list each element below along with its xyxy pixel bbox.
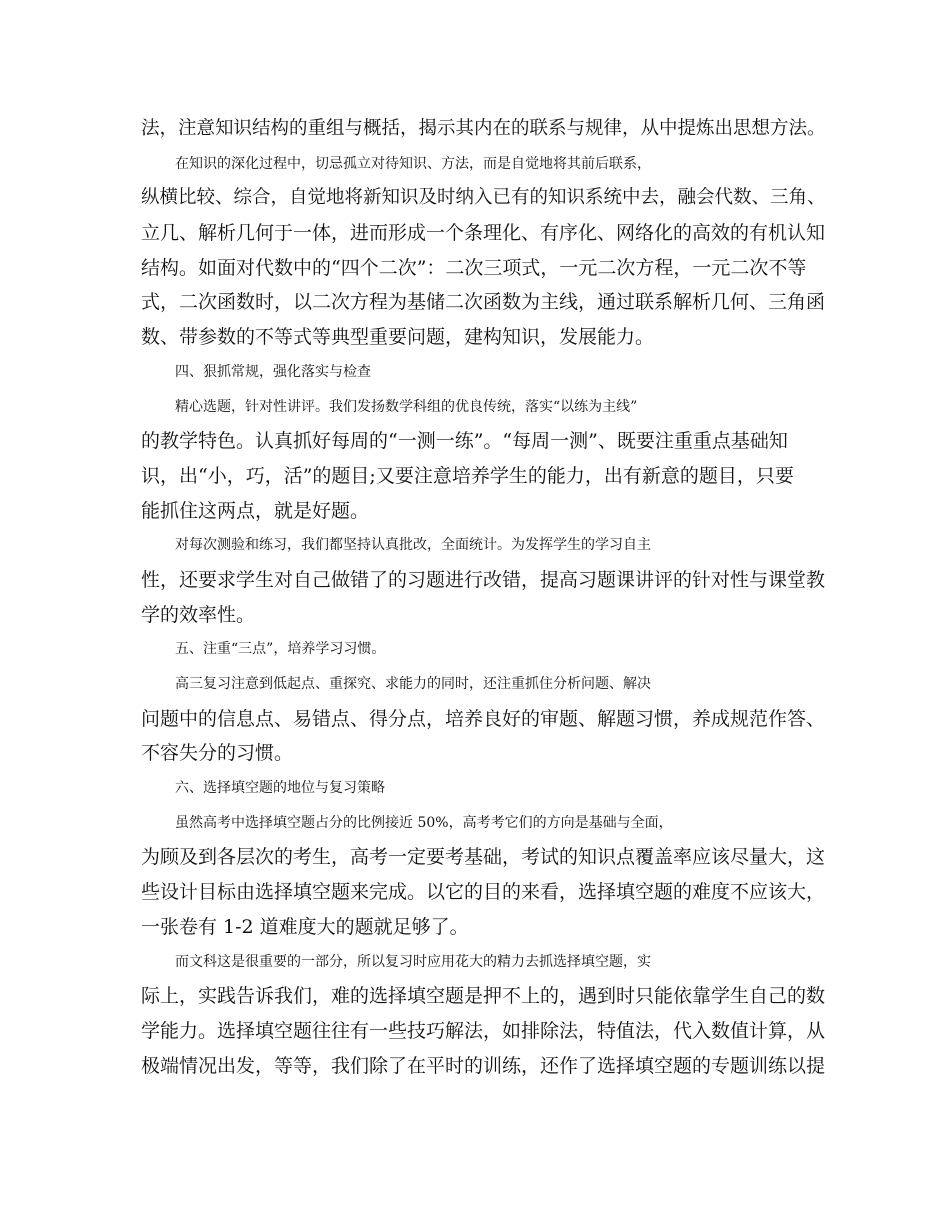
text-line: 立几、解析几何于一体，进而形成一个条理化、有序化、网络化的高效的有机认知 xyxy=(141,222,826,245)
text-line: 精心选题，针对性讲评。我们发扬数学科组的优良传统，落实“以练为主线” xyxy=(175,398,638,415)
text-line: 能抓住这两点，就是好题。 xyxy=(141,499,370,522)
section-heading: 六、选择填空题的地位与复习策略 xyxy=(175,780,385,797)
text-line: 学的效率性。 xyxy=(141,603,256,626)
text-line: 些设计目标由选择填空题来完成。以它的目的来看，选择填空题的难度不应该大， xyxy=(141,881,826,904)
section-heading: 四、狠抓常规，强化落实与检查 xyxy=(175,363,371,380)
text-line: 高三复习注意到低起点、重探究、求能力的同时，还注重抓住分析问题、解决 xyxy=(175,676,651,692)
text-line: 结构。如面对代数中的“四个二次”：二次三项式，一元二次方程，一元二次不等 xyxy=(141,256,807,279)
text-line: 一张卷有 1-2 道难度大的题就足够了。 xyxy=(141,915,469,938)
text-line: 对每次测验和练习，我们都坚持认真批改，全面统计。为发挥学生的学习自主 xyxy=(175,537,651,554)
text-line: 性，还要求学生对自己做错了的习题进行改错，提高习题课讲评的针对性与课堂教 xyxy=(141,568,826,591)
text-line: 虽然高考中选择填空题占分的比例接近 50%，高考考它们的方向是基础与全面， xyxy=(175,814,673,831)
text-line: 法，注意知识结构的重组与概括，揭示其内在的联系与规律，从中提炼出思想方法。 xyxy=(141,118,826,139)
text-line: 的教学特色。认真抓好每周的“一测一练”。“每周一测”、既要注重重点基础知 xyxy=(141,430,788,453)
text-line: 识，出“小，巧，活”的题目;又要注意培养学生的能力，出有新意的题目，只要 xyxy=(141,464,794,487)
text-line: 不容失分的习惯。 xyxy=(141,742,294,765)
text-line: 极端情况出发，等等，我们除了在平时的训练，还作了选择填空题的专题训练以提 xyxy=(141,1054,826,1077)
text-line: 而文科这是很重要的一部分，所以复习时应用花大的精力去抓选择填空题，实 xyxy=(175,953,651,970)
section-heading: 五、注重“三点”，培养学习习惯。 xyxy=(175,641,386,658)
document-body xyxy=(141,112,831,1083)
text-line: 问题中的信息点、易错点、得分点，培养良好的审题、解题习惯，养成规范作答、 xyxy=(141,707,826,730)
text-line: 式，二次函数时，以二次方程为基储二次函数为主线，通过联系解析几何、三角函 xyxy=(141,291,826,314)
text-line: 在知识的深化过程中，切忌孤立对待知识、方法，而是自觉地将其前后联系， xyxy=(175,155,651,172)
text-line: 为顾及到各层次的考生，高考一定要考基础，考试的知识点覆盖率应该尽量大，这 xyxy=(141,846,826,869)
text-line: 纵横比较、综合，自觉地将新知识及时纳入已有的知识系统中去，融会代数、三角、 xyxy=(141,187,826,209)
text-line: 数、带参数的不等式等典型重要问题，建构知识，发展能力。 xyxy=(141,326,655,349)
text-line: 学能力。选择填空题往往有一些技巧解法，如排除法，特值法，代入数值计算，从 xyxy=(141,1019,826,1042)
text-line: 际上，实践告诉我们，难的选择填空题是押不上的，遇到时只能依靠学生自己的数 xyxy=(141,985,826,1008)
